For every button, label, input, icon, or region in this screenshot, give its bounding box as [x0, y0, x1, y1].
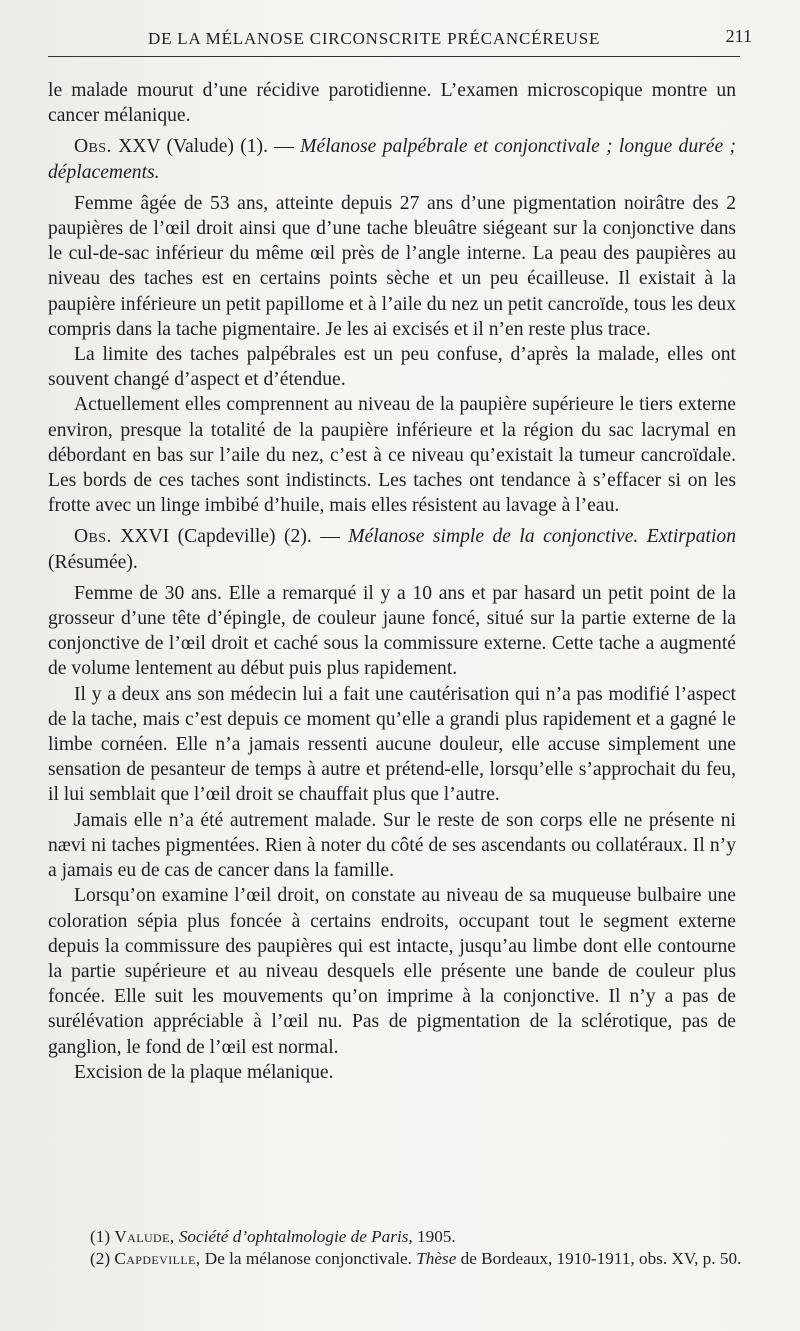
obs-reference: XXVI (Capdeville) (2). — [120, 526, 340, 548]
footnote-source: Société d’ophtalmologie de Paris, [178, 1227, 413, 1246]
obs-suffix: (Résumée). [48, 551, 138, 573]
footnote-author: Capdeville, [114, 1249, 201, 1268]
observation-heading-26 [48, 524, 736, 574]
obs-label: Obs. [74, 526, 112, 548]
footnote-mark: (1) [90, 1227, 111, 1246]
footnote-1 [48, 1226, 752, 1248]
footnote-these: Thèse [416, 1249, 457, 1268]
obs-reference: XXV (Valude) (1). — [118, 136, 294, 158]
paragraph: Jamais elle n’a été autrement malade. Sur le reste de son corps elle ne présente ni nævi ni taches pigmentées. Rien à noter du côté de ses ascendants ou collatéraux. Il n’y a jamais eu de cas de cancer dans la famille. [48, 809, 736, 882]
paragraph: Excision de la plaque mélanique. [74, 1061, 334, 1083]
page-body [48, 78, 736, 1085]
running-head: DE LA MÉLANOSE CIRCONSCRITE PRÉCANCÉREUSE [148, 29, 601, 48]
paragraph: Femme de 30 ans. Elle a remarqué il y a 10 ans et par hasard un petit point de la grosseur d’une tête d’épingle, de couleur jaune foncé, situé sur la partie externe de la conjonctive de l’œil droit et caché sous la commissure externe. Cette tache a augmenté de volume lentement au début puis plus rapidement. [48, 582, 736, 680]
page-header [48, 22, 752, 57]
footnote-mark: (2) [90, 1249, 111, 1268]
observation-heading-25 [48, 134, 736, 184]
footnote-text: De la mélanose conjonctivale. [204, 1249, 412, 1268]
footnote-year: 1905. [417, 1227, 456, 1246]
paragraph: La limite des taches palpébrales est un peu confuse, d’après la malade, elles ont souvent changé d’aspect et d’étendue. [48, 344, 736, 391]
paragraph: Il y a deux ans son médecin lui a fait une cautérisation qui n’a pas modifié l’aspect de la tache, mais c’est depuis ce moment qu’elle a grandi plus rapidement et a gagné le limbe cornéen. Elle n’a jamais ressenti aucune douleur, elle accuse simplement une sensation de pesanteur de temps à autre et prétend-elle, lorsqu’elle s’approchait du feu, il lui semblait que l’œil droit se chauffait plus que l’autre. [48, 683, 736, 806]
paragraph: Actuellement elles comprennent au niveau de la paupière supérieure le tiers externe environ, presque la totalité de la paupière inférieure et la région du sac lacrymal en débordant en bas sur l’aile du nez, c’est à ce niveau qu’existait la tumeur cancroïdale. Les bords de ces taches sont indistincts. Les taches ont tendance à s’effacer si on les frotte avec un linge imbibé d’huile, mais elles résistent au lavage à l’eau. [48, 394, 736, 517]
obs-title: Mélanose simple de la conjonctive. Extirpation [348, 526, 736, 548]
paragraph: Lorsqu’on examine l’œil droit, on constate au niveau de sa muqueuse bulbaire une coloration sépia plus foncée à certains endroits, occupant tout le segment externe depuis la commissure des paupières qui est intacte, jusqu’au limbe dont elle contourne la partie supérieure et au niveau desquels elle présente une bande de couleur plus foncée. Elle suit les mouvements qu’on imprime à la conjonctive. Il n’y a pas de surélévation appréciable à l’œil nu. Pas de pigmentation de la sclérotique, pas de ganglion, le fond de l’œil est normal. [48, 885, 736, 1058]
footnote-2 [48, 1248, 752, 1270]
paragraph: Femme âgée de 53 ans, atteinte depuis 27 ans d’une pigmentation noirâtre des 2 paupières de l’œil droit ainsi que d’une tache bleuâtre siégeant sur la conjonctive dans le cul-de-sac inférieur du même œil près de l’angle interne. La peau des paupières au niveau des taches est en certains points sèche et un peu écailleuse. Il existait à la paupière inférieure un petit papillome et à l’aile du nez un petit cancroïde, tous les deux compris dans la tache pigmentaire. Je les ai excisés et il n’en reste plus trace. [48, 192, 736, 340]
footnote-author: Valude, [114, 1227, 175, 1246]
footnote-rest: de Bordeaux, 1910-1911, obs. XV, p. 50. [460, 1249, 742, 1268]
page-number: 211 [725, 26, 752, 46]
paragraph: le malade mourut d’une récidive parotidienne. L’examen microscopique montre un cancer mélanique. [48, 80, 736, 127]
footnotes [48, 1226, 752, 1270]
obs-label: Obs. [74, 136, 112, 158]
obs-title: Mélanose palpébrale et conjonctivale ; longue durée ; déplacements. [48, 136, 736, 183]
